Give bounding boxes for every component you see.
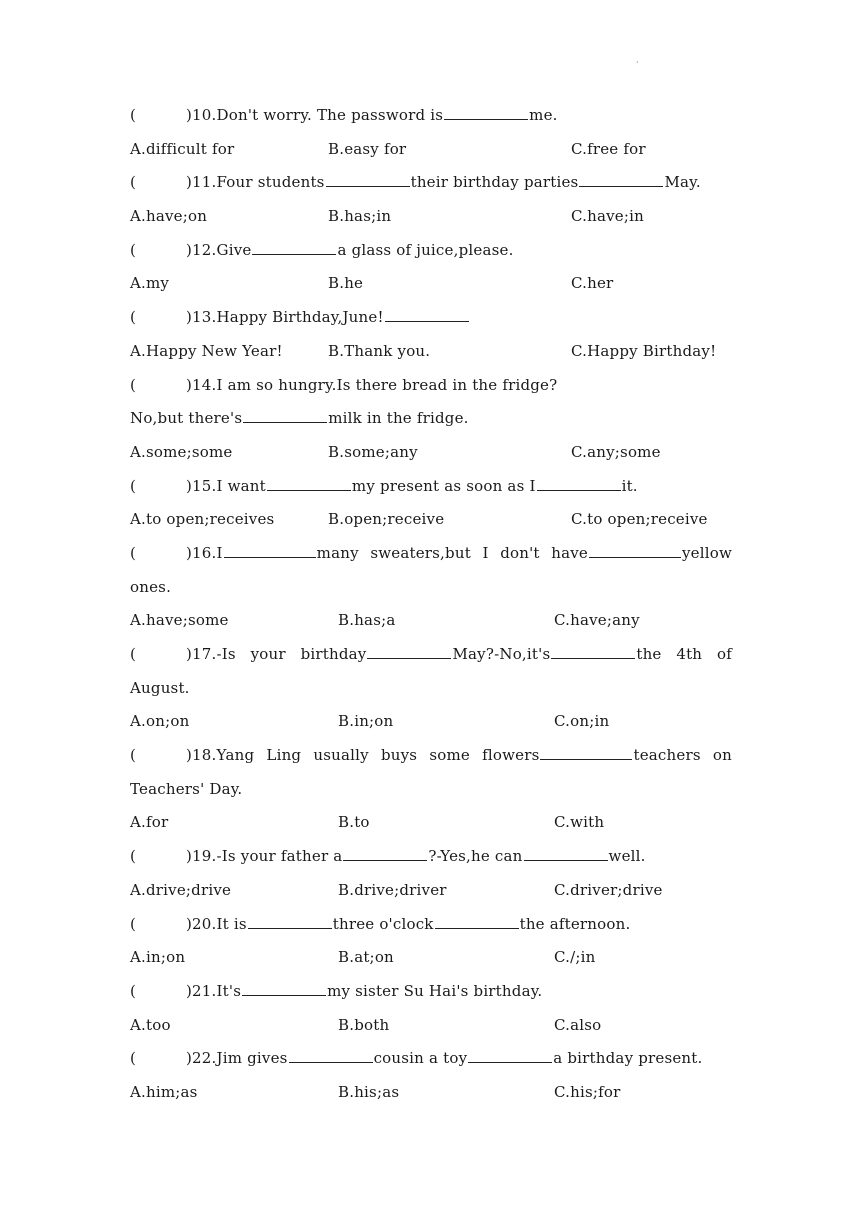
- option-c[interactable]: C.have;any: [554, 611, 640, 630]
- options-13: [130, 335, 732, 369]
- option-b[interactable]: B.some;any: [328, 442, 418, 461]
- options-12: [130, 267, 732, 301]
- answer-blank[interactable]: [537, 488, 621, 491]
- question-14: [130, 369, 732, 403]
- options-14: [130, 436, 732, 470]
- question-text: It is: [216, 914, 247, 933]
- option-c[interactable]: C.have;in: [571, 207, 644, 226]
- question-text: August.: [130, 678, 190, 697]
- option-b[interactable]: B.easy for: [328, 139, 407, 158]
- option-c[interactable]: C.Happy Birthday!: [571, 341, 717, 360]
- question-10: [130, 99, 732, 133]
- question-text: a birthday present.: [553, 1049, 703, 1068]
- question-text: the 4th of: [636, 645, 732, 663]
- question-text: cousin a toy: [373, 1049, 468, 1068]
- options-20: [130, 941, 732, 975]
- option-c[interactable]: C.also: [554, 1015, 602, 1034]
- question-text: yellow: [681, 543, 732, 562]
- question-16-continued: [130, 571, 732, 605]
- question-text: my present as soon as I: [351, 476, 536, 495]
- option-c[interactable]: C.free for: [571, 139, 646, 158]
- question-text: it.: [621, 476, 638, 495]
- options-19: [130, 874, 732, 908]
- question-18: [130, 739, 732, 773]
- options-16: [130, 604, 732, 638]
- answer-paren[interactable]: (: [130, 476, 137, 495]
- answer-blank[interactable]: [243, 420, 327, 423]
- question-text: I am so hungry.Is there bread in the fridge?: [216, 375, 558, 394]
- answer-blank[interactable]: [385, 319, 469, 322]
- question-text: Don't worry. The password is: [216, 106, 444, 124]
- answer-blank[interactable]: [444, 117, 528, 120]
- option-b[interactable]: B.Thank you.: [328, 341, 431, 360]
- option-b[interactable]: B.his;as: [338, 1082, 400, 1101]
- option-a[interactable]: A.him;as: [130, 1082, 198, 1101]
- answer-blank[interactable]: [248, 926, 332, 929]
- question-text: well.: [608, 847, 646, 866]
- answer-blank[interactable]: [540, 757, 632, 760]
- option-a[interactable]: A.for: [130, 813, 169, 832]
- question-21: [130, 975, 732, 1009]
- options-17: [130, 705, 732, 739]
- option-b[interactable]: B.open;receive: [328, 510, 445, 529]
- question-text: the afternoon.: [519, 914, 631, 933]
- option-c[interactable]: C.on;in: [554, 712, 610, 731]
- options-22: [130, 1076, 732, 1110]
- question-19: [130, 840, 732, 874]
- option-b[interactable]: B.to: [338, 813, 370, 832]
- question-text: It's: [216, 981, 242, 1000]
- answer-blank[interactable]: [435, 926, 519, 929]
- answer-paren[interactable]: (: [130, 981, 137, 1000]
- question-text: Teachers' Day.: [130, 779, 243, 798]
- answer-blank[interactable]: [267, 488, 351, 491]
- question-number: )10.: [186, 106, 217, 124]
- option-a[interactable]: A.on;on: [130, 712, 190, 731]
- option-a[interactable]: A.drive;drive: [130, 880, 232, 899]
- option-b[interactable]: B.at;on: [338, 948, 394, 967]
- question-13: [130, 301, 732, 335]
- option-c[interactable]: C.to open;receive: [571, 510, 708, 529]
- answer-blank[interactable]: [289, 1060, 373, 1063]
- answer-blank[interactable]: [367, 656, 451, 659]
- question-16: [130, 537, 732, 571]
- option-c[interactable]: C.any;some: [571, 442, 661, 461]
- options-15: [130, 503, 732, 537]
- question-number: )19.: [186, 847, 217, 866]
- question-17-continued: [130, 672, 732, 706]
- option-b[interactable]: B.has;a: [338, 611, 396, 630]
- answer-blank[interactable]: [252, 252, 336, 255]
- option-c[interactable]: C./;in: [554, 948, 596, 967]
- option-a[interactable]: A.some;some: [130, 442, 233, 461]
- question-text: three o'clock: [332, 914, 434, 933]
- answer-paren[interactable]: (: [130, 543, 137, 562]
- option-b[interactable]: B.he: [328, 274, 364, 293]
- question-17: [130, 638, 732, 672]
- answer-blank[interactable]: [589, 555, 681, 558]
- answer-blank[interactable]: [524, 858, 608, 861]
- question-text: me.: [529, 106, 558, 124]
- answer-paren[interactable]: (: [130, 914, 137, 933]
- question-text: their birthday parties: [410, 173, 579, 192]
- option-b[interactable]: B.both: [338, 1015, 390, 1034]
- question-14-continued: [130, 402, 732, 436]
- answer-paren[interactable]: (: [130, 375, 137, 394]
- question-number: )18.: [186, 746, 217, 765]
- option-a[interactable]: A.to open;receives: [130, 510, 275, 529]
- options-10: [130, 133, 732, 167]
- question-text: Happy Birthday,June!: [216, 308, 384, 327]
- question-text: Yang Ling usually buys some flowers: [216, 746, 540, 765]
- question-number: )14.: [186, 375, 217, 394]
- question-text: teachers on: [633, 746, 732, 765]
- option-b[interactable]: B.drive;driver: [338, 880, 447, 899]
- option-a[interactable]: A.have;some: [130, 611, 229, 630]
- answer-paren[interactable]: (: [130, 1049, 137, 1068]
- option-b[interactable]: B.has;in: [328, 207, 392, 226]
- answer-blank[interactable]: [326, 184, 410, 187]
- answer-paren[interactable]: (: [130, 645, 137, 663]
- answer-blank[interactable]: [579, 184, 663, 187]
- options-21: [130, 1009, 732, 1043]
- option-a[interactable]: A.my: [130, 274, 170, 293]
- question-number: )13.: [186, 308, 217, 327]
- question-20: [130, 908, 732, 942]
- answer-paren[interactable]: (: [130, 746, 137, 765]
- question-number: )11.: [186, 173, 217, 192]
- answer-blank[interactable]: [242, 993, 326, 996]
- option-a[interactable]: A.in;on: [130, 948, 186, 967]
- answer-paren[interactable]: (: [130, 173, 137, 192]
- option-a[interactable]: A.have;on: [130, 207, 208, 226]
- header-mark: ·: [636, 58, 639, 67]
- question-18-continued: [130, 773, 732, 807]
- question-number: )22.: [186, 1049, 217, 1068]
- answer-blank[interactable]: [551, 656, 635, 659]
- answer-paren[interactable]: (: [130, 240, 137, 259]
- question-12: [130, 234, 732, 268]
- question-text: I: [216, 543, 223, 562]
- answer-paren[interactable]: (: [130, 308, 137, 327]
- option-c[interactable]: C.with: [554, 813, 605, 832]
- question-text: Jim gives: [216, 1049, 288, 1068]
- question-number: )15.: [186, 476, 217, 495]
- option-c[interactable]: C.his;for: [554, 1082, 621, 1101]
- options-18: [130, 806, 732, 840]
- question-text: I want: [216, 476, 266, 495]
- worksheet: [130, 99, 732, 1110]
- answer-blank[interactable]: [468, 1060, 552, 1063]
- question-11: [130, 166, 732, 200]
- option-a[interactable]: A.difficult for: [130, 139, 235, 158]
- question-text: May.: [664, 173, 701, 192]
- option-b[interactable]: B.in;on: [338, 712, 394, 731]
- answer-paren[interactable]: (: [130, 847, 137, 866]
- question-text: milk in the fridge.: [328, 409, 469, 428]
- option-a[interactable]: A.Happy New Year!: [130, 341, 283, 360]
- question-number: )20.: [186, 914, 217, 933]
- option-c[interactable]: C.driver;drive: [554, 880, 663, 899]
- question-text: ?-Yes,he can: [428, 847, 523, 866]
- option-c[interactable]: C.her: [571, 274, 614, 293]
- option-a[interactable]: A.too: [130, 1015, 171, 1034]
- question-22: [130, 1042, 732, 1076]
- answer-blank[interactable]: [343, 858, 427, 861]
- question-text: Give: [216, 240, 252, 259]
- question-text: No,but there's: [130, 409, 243, 428]
- question-number: )16.: [186, 543, 217, 562]
- question-number: )12.: [186, 240, 217, 259]
- question-text: many sweaters,but I don't have: [316, 543, 588, 562]
- question-15: [130, 470, 732, 504]
- question-number: )21.: [186, 981, 217, 1000]
- question-text: -Is your father a: [216, 847, 343, 866]
- answer-paren[interactable]: (: [130, 106, 137, 124]
- question-text: -Is your birthday: [216, 645, 367, 663]
- question-text: ones.: [130, 577, 172, 596]
- question-text: my sister Su Hai's birthday.: [327, 981, 543, 1000]
- question-text: Four students: [216, 173, 325, 192]
- options-11: [130, 200, 732, 234]
- question-number: )17.: [186, 645, 217, 663]
- question-text: a glass of juice,please.: [337, 240, 514, 259]
- question-text: May?-No,it's: [452, 645, 551, 663]
- answer-blank[interactable]: [224, 555, 316, 558]
